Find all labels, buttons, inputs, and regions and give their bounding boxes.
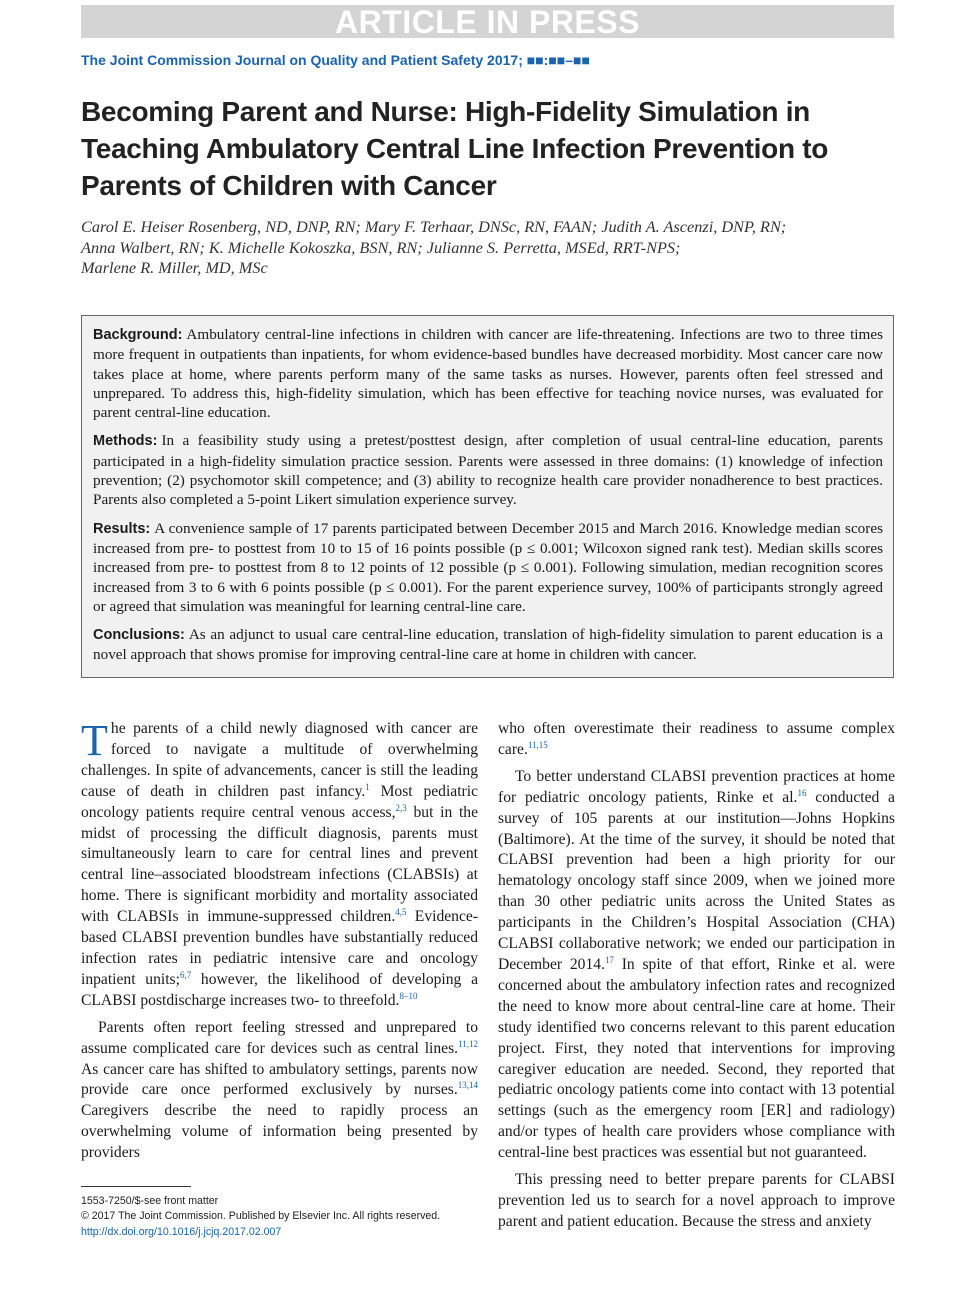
- article-title: Becoming Parent and Nurse: High-Fidelity Simulation in Teaching Ambulatory Central Line Infection Prevention to Parents of Children with Cancer: [81, 96, 829, 201]
- citation-ref[interactable]: 4,5: [395, 906, 407, 917]
- citation-ref[interactable]: 11,12: [458, 1038, 478, 1049]
- methods-text: In a feasibility study using a pretest/posttest design, after completion of usual central-line education, parents participated in a high-fidelity simulation practice session. Parents were assessed in three domains: (1) knowledge of infection prevention; (2) psychomotor skill competence; and (3) ability to recognize health care provider nonadherence to best practices. Parents also completed a 5-point Likert simulation experience survey.: [93, 432, 883, 509]
- citation-ref[interactable]: 16: [797, 787, 807, 798]
- text-run: he parents of a child newly diagnosed with cancer are forced to navigate a multitude of overwhelming challenges. In spite of advancements, cancer is still the leading cause of death in children past infancy.: [81, 720, 478, 800]
- doi-link[interactable]: http://dx.doi.org/10.1016/j.jcjq.2017.02.007: [81, 1225, 282, 1238]
- text-run: but in the midst of processing the difficult diagnosis, parents must simultaneously learn to care for central lines and prevent central line–associated bloodstream infections (CLABSIs) at home. There is significant morbidity and mortality associated with CLABSIs in immune-suppressed children.: [81, 803, 478, 926]
- results-text: A convenience sample of 17 parents participated between December 2015 and March 2016. Knowledge median scores increased from pre- to posttest from 10 to 15 of 16 points possible (p ≤ 0.001; Wilcoxon signed rank test). Median skills scores increased from pre- to posttest from 8 to 12 points of 12 possible (p ≤ 0.001). Following simulation, median recognition scores increased from 3 to 6 with 6 points possible (p ≤ 0.001). For the parent experience survey, 100% of participants strongly agreed or agreed that simulation was meaningful for learning central-line care.: [93, 519, 883, 615]
- abstract-box: [81, 315, 894, 678]
- body-paragraph: This pressing need to better prepare parents for CLABSI prevention led us to search for a novel approach to improve parent and patient education. Because the stress and anxiety: [498, 1171, 895, 1230]
- background-text: Ambulatory central-line infections in children with cancer are life-threatening. Infections are two to three times more frequent in outpatients than inpatients, for whom evidence-based bundles have decreased morbidity. Most cancer care now takes place at home, where parents perform many of the same tasks as nurses. However, parents often feel stressed and unprepared. To address this, high-fidelity simulation, which has been effective for teaching novice nurses, was evaluated for parent central-line education.: [93, 326, 883, 422]
- abstract-methods: [93, 431, 883, 509]
- author-line: Carol E. Heiser Rosenberg, ND, DNP, RN; Mary F. Terhaar, DNSc, RN, FAAN; Judith A. Ascenzi, DNP, RN;: [81, 217, 787, 236]
- copyright: © 2017 The Joint Commission. Published by Elsevier Inc. All rights reserved.: [81, 1210, 441, 1223]
- text-run: Parents often report feeling stressed and unprepared to assume complicated care for devices such as central lines.: [81, 1018, 478, 1057]
- citation-ref[interactable]: 1: [365, 781, 370, 792]
- journal-citation[interactable]: The Joint Commission Journal on Quality and Patient Safety 2017; ■■:■■–■■: [81, 52, 590, 68]
- citation-ref[interactable]: 8–10: [399, 990, 418, 1001]
- citation-ref[interactable]: 17: [604, 954, 614, 965]
- text-run: To better understand CLABSI prevention practices at home for pediatric oncology patients, Rinke et al.: [498, 767, 895, 806]
- body-paragraph: [81, 1018, 478, 1164]
- text-run: Most pediatric oncology patients require central venous access,: [81, 782, 478, 821]
- results-heading: Results:: [93, 520, 151, 537]
- citation-ref[interactable]: 11,15: [527, 739, 548, 750]
- text-run: As cancer care has shifted to ambulatory settings, parents now provide care once performed exclusively by nurses.: [81, 1060, 478, 1099]
- conclusions-text: As an adjunct to usual care central-line education, translation of high-fidelity simulation to parent education is a novel approach that shows promise for improving central-line care at home in children with cancer.: [93, 626, 883, 664]
- issn: 1553-7250/$-see front matter: [81, 1195, 219, 1207]
- body-column-right: [498, 719, 895, 1233]
- author-line: Marlene R. Miller, MD, MSc: [81, 258, 268, 277]
- citation-ref[interactable]: 2,3: [395, 802, 407, 813]
- methods-heading: Methods:: [93, 433, 158, 450]
- abstract-conclusions: [93, 625, 883, 665]
- footer: [81, 1194, 501, 1240]
- text-run: Evidence-based CLABSI prevention bundles have substantially reduced infection rates in pediatric intensive care and oncology inpatient units;: [81, 908, 478, 988]
- article-in-press-banner: ARTICLE IN PRESS: [81, 5, 894, 38]
- citation-ref[interactable]: 6,7: [179, 969, 192, 980]
- footnote-rule: [81, 1186, 191, 1187]
- text-run: however, the likelihood of developing a CLABSI postdischarge increases two- to threefold.: [81, 970, 478, 1009]
- text-run: conducted a survey of 105 parents at our institution—Johns Hopkins (Baltimore). At the time of the survey, it should be noted that CLABSI prevention had been a high priority for our hematology oncology staff since 2009, when we joined more than 30 other pediatric units across the United States as participants in the Children’s Hospital Association (CHA) CLABSI collaborative network; we ended our participation in December 2014.: [498, 788, 895, 973]
- author-list: [81, 217, 894, 279]
- text-run: who often overestimate their readiness to assume complex care.: [498, 720, 895, 758]
- conclusions-heading: Conclusions:: [93, 627, 185, 644]
- text-run: Caregivers describe the need to rapidly process an overwhelming volume of information being presented by providers: [81, 1102, 478, 1162]
- citation-ref[interactable]: 13,14: [457, 1080, 478, 1091]
- author-line: Anna Walbert, RN; K. Michelle Kokoszka, BSN, RN; Julianne S. Perretta, MSEd, RRT-NPS;: [81, 237, 681, 257]
- drop-cap: T: [81, 716, 108, 765]
- background-heading: Background:: [93, 327, 183, 343]
- text-run: In spite of that effort, Rinke et al. were concerned about the ambulatory infection rates and recognized the need to know more about central-line care at home. Their study identified two concerns relevant to this parent education project. First, they noted that interventions for improving caregiver education are needed. Second, they reported that pediatric oncology patients come into contact with 13 potential settings (such as the emergency room [ER] and radiology) and/or types of health care providers whose compliance with central-line best practices was essential but not guaranteed.: [498, 955, 895, 1162]
- abstract-results: [93, 519, 883, 616]
- body-paragraph: [498, 719, 895, 761]
- body-column-left: [81, 716, 478, 1164]
- body-paragraph: [81, 716, 478, 1012]
- abstract-background: [93, 325, 883, 422]
- body-paragraph: [498, 767, 895, 1164]
